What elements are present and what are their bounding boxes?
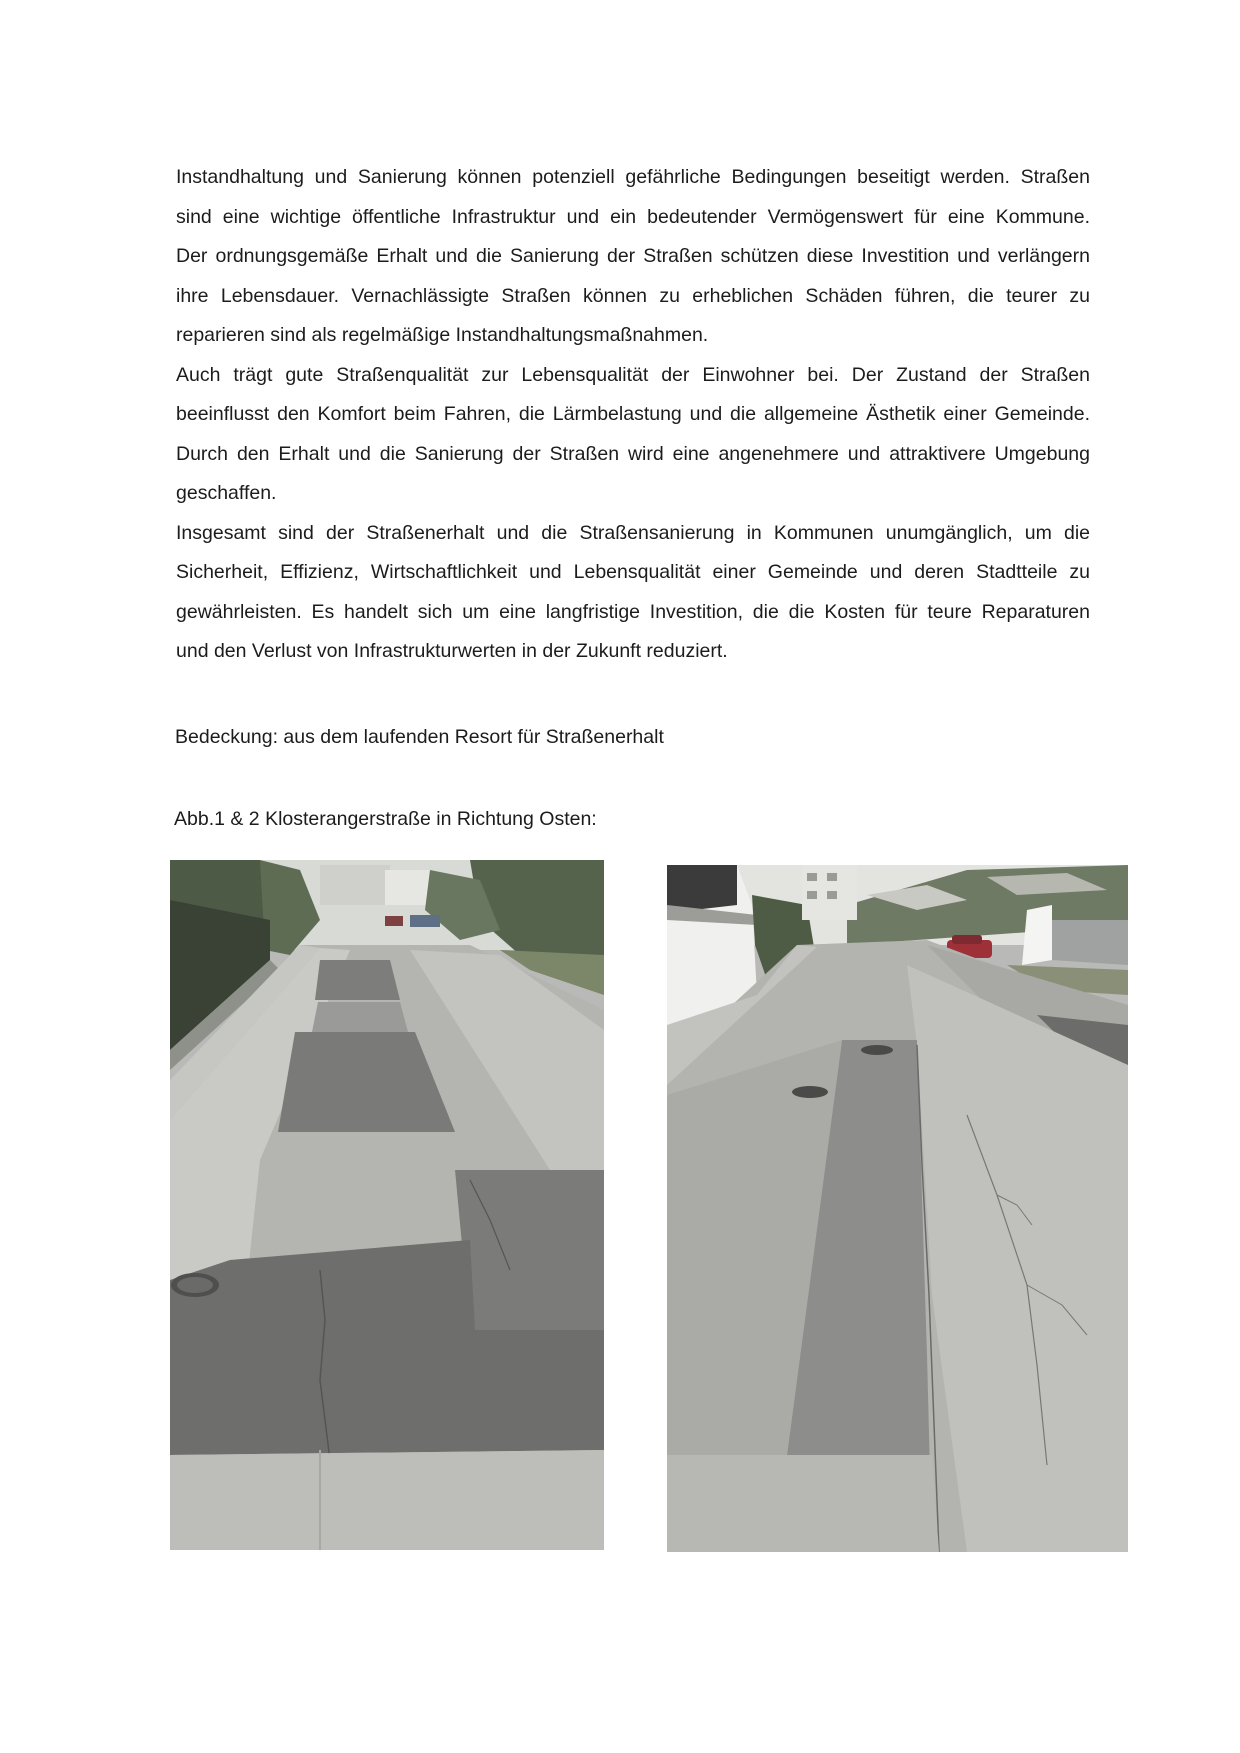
body-text bbox=[176, 158, 1090, 672]
text-line: Sicherheit, Effizienz, Wirtschaftlichkeit und Lebensqualität einer Gemeinde und deren Stadtteile zu bbox=[176, 561, 1090, 583]
road-photo-1-image bbox=[170, 860, 604, 1550]
text-line: reparieren sind als regelmäßige Instandhaltungsmaßnahmen. bbox=[176, 324, 709, 346]
road-photo-2 bbox=[667, 865, 1128, 1552]
coverage-note: Bedeckung: aus dem laufenden Resort für Straßenerhalt bbox=[175, 726, 664, 748]
text-line: ihre Lebensdauer. Vernachlässigte Straßen können zu erheblichen Schäden führen, die teurer zu bbox=[176, 284, 1090, 307]
text-line: Instandhaltung und Sanierung können potenziell gefährliche Bedingungen beseitigt werden. Straßen bbox=[176, 166, 1090, 188]
text-line: gewährleisten. Es handelt sich um eine langfristige Investition, die die Kosten für teure Reparaturen bbox=[176, 600, 1090, 623]
text-line: Der ordnungsgemäße Erhalt und die Sanierung der Straßen schützen diese Investition und verlängern bbox=[176, 245, 1090, 267]
text-line: und den Verlust von Infrastrukturwerten in der Zukunft reduziert. bbox=[176, 640, 728, 662]
text-line: sind eine wichtige öffentliche Infrastruktur und ein bedeutender Vermögenswert für eine Kommune. bbox=[176, 205, 1090, 228]
text-line: Auch trägt gute Straßenqualität zur Lebensqualität der Einwohner bei. Der Zustand der Straßen bbox=[176, 363, 1090, 386]
road-photo-1 bbox=[170, 860, 604, 1550]
text-line: geschaffen. bbox=[176, 482, 277, 504]
text-line: Insgesamt sind der Straßenerhalt und die Straßensanierung in Kommunen unumgänglich, um die bbox=[176, 521, 1090, 544]
text-line: Durch den Erhalt und die Sanierung der Straßen wird eine angenehmere und attraktivere Umgebung bbox=[176, 442, 1090, 465]
road-photo-2-image bbox=[667, 865, 1128, 1552]
figure-caption: Abb.1 & 2 Klosterangerstraße in Richtung Osten: bbox=[174, 808, 597, 830]
text-line: beeinflusst den Komfort beim Fahren, die Lärmbelastung und die allgemeine Ästhetik einer Gemeinde. bbox=[176, 403, 1090, 425]
